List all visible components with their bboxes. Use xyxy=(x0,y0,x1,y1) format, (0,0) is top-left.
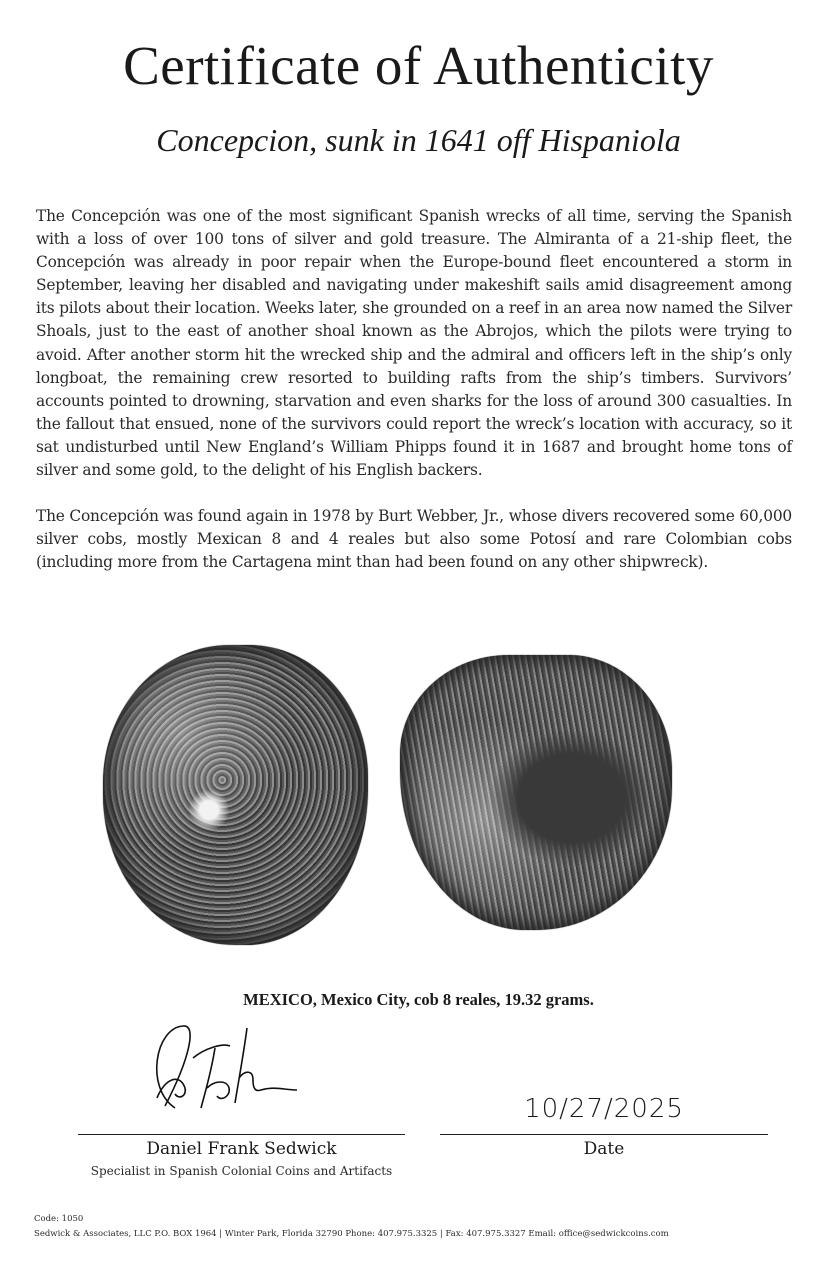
coin-images xyxy=(100,640,680,950)
coin-obverse-image xyxy=(103,645,368,945)
description-paragraph: The Concepción was one of the most significant Spanish wrecks of all time, serving the Spanish with a loss of over 100 tons of silver and gold treasure. The Almiranta of a 21-ship fleet, the Concepción was already in poor repair when the Europe-bound fleet encountered a storm in September, leaving her disabled and navigating under makeshift sails amid disagreement among its pilots about their location. Weeks later, she grounded on a reef in an area now named the Silver Shoals, just to the east of another shoal known as the Abrojos, which the pilots were trying to avoid. After another storm hit the wrecked ship and the admiral and officers left in the ship’s only longboat, the remaining crew resorted to building rafts from the ship’s timbers. Survivors’ accounts pointed to drowning, starvation and even sharks for the loss of around 300 casualties. In the fallout that ensued, none of the survivors could report the wreck’s location with accuracy, so it sat undisturbed until New England’s William Phipps found it in 1687 and brought home tons of silver and some gold, to the delight of his English backers. xyxy=(36,207,792,480)
date-label: Date xyxy=(583,1139,625,1159)
signature-image xyxy=(135,1018,335,1118)
certificate-subtitle: Concepcion, sunk in 1641 off Hispaniola xyxy=(156,122,681,158)
certificate-title: Certificate of Authenticity xyxy=(123,35,714,96)
date-value: 10/27/2025 xyxy=(524,1094,684,1124)
certificate-code: Code: 1050 xyxy=(34,1214,84,1224)
signature-line xyxy=(78,1134,405,1135)
date-line xyxy=(440,1134,768,1135)
signer-name: Daniel Frank Sedwick xyxy=(146,1139,337,1159)
description-body xyxy=(36,205,792,597)
coin-reverse-image xyxy=(400,655,672,930)
footer-contact: Sedwick & Associates, LLC P.O. BOX 1964 | Winter Park, Florida 32790 Phone: 407.975.3325 | Fax: 407.975.3327 Email: office@sedwickcoins.com xyxy=(34,1229,669,1239)
description-paragraph: The Concepción was found again in 1978 by Burt Webber, Jr., whose divers recovered some 60,000 silver cobs, mostly Mexican 8 and 4 reales but also some Potosí and rare Colombian cobs (including more from the Cartagena mint than had been found on any other shipwreck). xyxy=(36,507,792,572)
signer-title: Specialist in Spanish Colonial Coins and Artifacts xyxy=(90,1164,393,1178)
coin-caption: MEXICO, Mexico City, cob 8 reales, 19.32 grams. xyxy=(243,990,594,1009)
